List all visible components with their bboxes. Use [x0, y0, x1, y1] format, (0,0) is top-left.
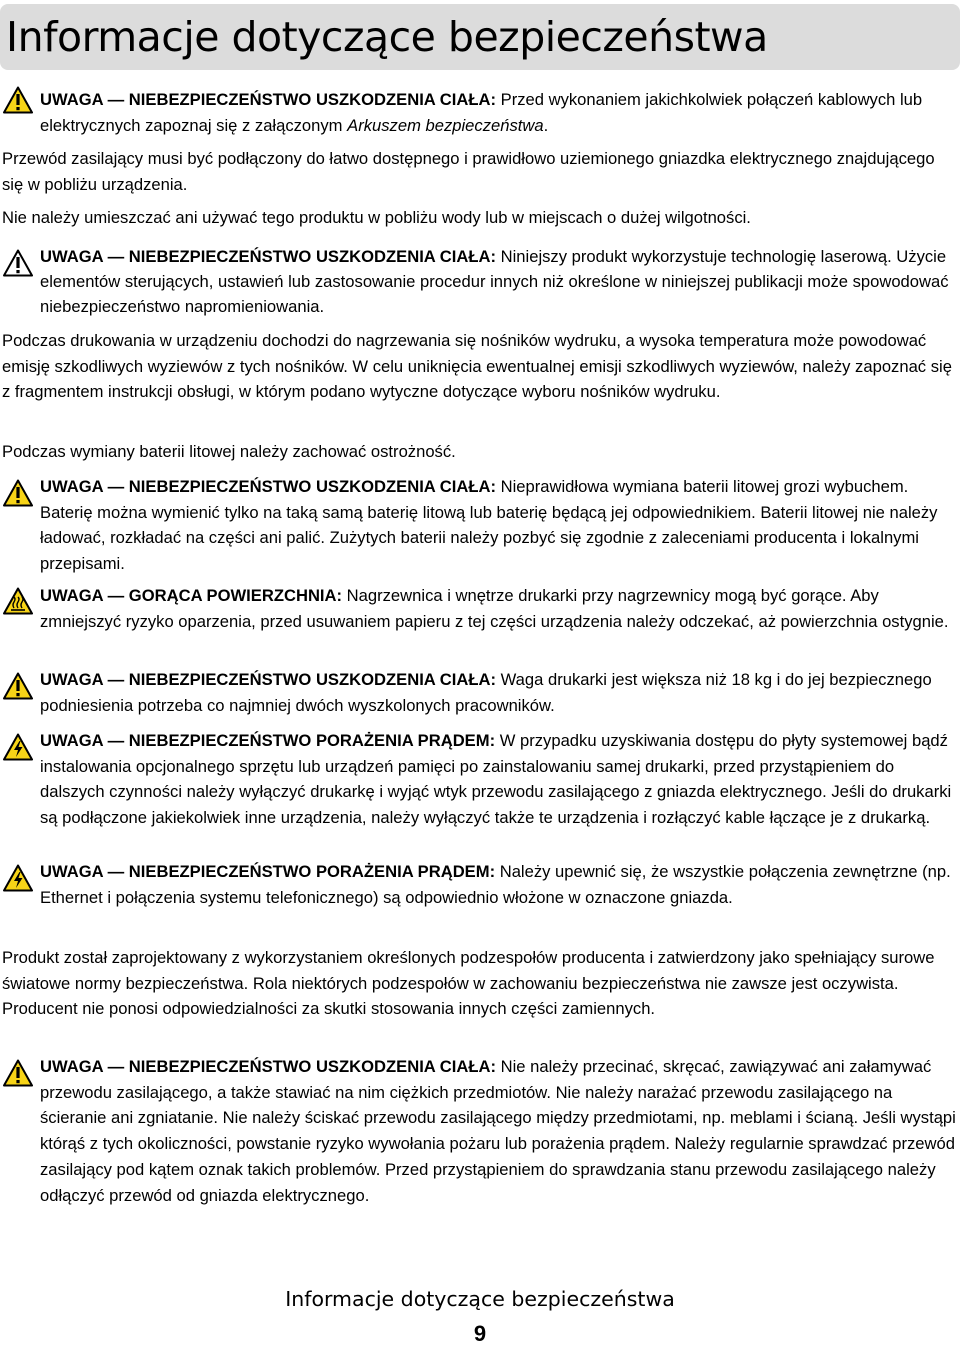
electric-shock-icon: [3, 733, 33, 761]
paragraph-text: Podczas wymiany baterii litowej należy zachować ostrożność.: [2, 442, 456, 461]
warning-label: UWAGA — NIEBEZPIECZEŃSTWO USZKODZENIA CIAŁA:: [40, 1057, 497, 1076]
warning-text: Waga drukarki jest większa niż 18 kg i do jej bezpiecznego podniesienia potrzeba co najmniej dwóch wyszkolonych pracowników.: [40, 670, 932, 715]
warning-icon: [3, 86, 33, 114]
title-bar: [0, 4, 960, 70]
page-title: Informacje dotyczące bezpieczeństwa: [6, 13, 768, 61]
warning-block: [40, 583, 957, 634]
warning-block: [40, 244, 957, 320]
warning-label: UWAGA — NIEBEZPIECZEŃSTWO USZKODZENIA CIAŁA:: [40, 90, 497, 109]
warning-block: [40, 1054, 957, 1208]
paragraph-text: Przewód zasilający musi być podłączony do łatwo dostępnego i prawidłowo uziemionego gniazdka elektrycznego znajdującego się w pobliżu urządzenia.: [2, 149, 935, 194]
footer-title: Informacje dotyczące bezpieczeństwa: [285, 1287, 675, 1311]
paragraph: [2, 945, 957, 1022]
warning-text: Nie należy przecinać, skręcać, zawiązywać ani załamywać przewodu zasilającego, a także stawiać na nim ciężkich przedmiotów. Nie należy narażać przewodu zasilającego na ścieranie ani zgniatanie. Nie należy ściskać przewodu zasilającego między przedmiotami, np. meblami i ścianą. Jeśli wystąpi którąś z tych okoliczności, powstanie ryzyko wywołania pożaru lub porażenia prądem. Należy regularnie sprawdzać przewód zasilający pod kątem oznak takich problemów. Przed przystąpieniem do sprawdzania stanu przewodu zasilającego należy odłączyć przewód od gniazda elektrycznego.: [40, 1057, 956, 1205]
paragraph: [2, 439, 957, 465]
warning-icon: [3, 672, 33, 700]
warning-block: [40, 859, 957, 910]
paragraph: [2, 146, 957, 197]
paragraph-text: Produkt został zaprojektowany z wykorzystaniem określonych podzespołów producenta i zatwierdzony jako spełniający surowe światowe normy bezpieczeństwa. Rola niektórych podzespołów w zachowaniu bezpieczeństwa nie zawsze jest oczywista. Producent nie ponosi odpowiedzialności za skutki stosowania innych części zamiennych.: [2, 948, 935, 1019]
warning-text: W przypadku uzyskiwania dostępu do płyty systemowej bądź instalowania opcjonalnego sprzętu lub urządzeń pamięci po zainstalowaniu samej drukarki, przed przystąpieniem do dalszych czynności należy wyłączyć drukarkę i wyjąć wtyk przewodu zasilającego z gniazda elektrycznego. Jeśli do drukarki są podłączone jakiekolwiek inne urządzenia, należy wyłączyć także te urządzenia i rozłączyć kable łączące je z drukarką.: [40, 731, 952, 828]
paragraph: [2, 205, 957, 231]
warning-label: UWAGA — NIEBEZPIECZEŃSTWO USZKODZENIA CIAŁA:: [40, 477, 497, 496]
warning-text: Należy upewnić się, że wszystkie połączenia zewnętrzne (np. Ethernet i połączenia systemu telefonicznego) są odpowiednio włożone w oznaczone gniazda.: [40, 862, 951, 907]
warning-text: Przed wykonaniem jakichkolwiek połączeń kablowych lub elektrycznych zapoznaj się z załączonym: [40, 90, 923, 135]
warning-block: [40, 474, 957, 577]
warning-tail: .: [543, 115, 549, 135]
warning-block: [40, 667, 957, 718]
warning-text: Niniejszy produkt wykorzystuje technologię laserową. Użycie elementów sterujących, ustawień lub zastosowanie procedur innych niż określone w niniejszej publikacji może spowodować niebezpieczeństwo napromieniowania.: [40, 247, 949, 317]
warning-block: [40, 87, 957, 138]
paragraph: [2, 328, 957, 405]
warning-text: Nagrzewnica i wnętrze drukarki przy nagrzewnicy mogą być gorące. Aby zmniejszyć ryzyko oparzenia, przed usuwaniem papieru z tej części urządzenia należy odczekać, aż powierzchnia ostygnie.: [40, 586, 949, 631]
page-number: 9: [473, 1321, 487, 1346]
warning-icon: [3, 479, 33, 507]
warning-icon: [3, 1059, 33, 1087]
warning-label: UWAGA — NIEBEZPIECZEŃSTWO PORAŻENIA PRĄDEM:: [40, 731, 496, 750]
warning-text: Nieprawidłowa wymiana baterii litowej grozi wybuchem. Baterię można wymienić tylko na taką samą baterię litową lub baterię będącą jej odpowiednikiem. Baterii litowej nie należy ładować, rozkładać na części ani palić. Zużytych baterii należy pozbyć się zgodnie z zaleceniami producenta i lokalnymi przepisami.: [40, 477, 938, 574]
warning-emphasis: Arkuszem bezpieczeństwa: [347, 115, 544, 135]
warning-block: [40, 728, 957, 831]
warning-label: UWAGA — NIEBEZPIECZEŃSTWO PORAŻENIA PRĄDEM:: [40, 862, 496, 881]
warning-label: UWAGA — NIEBEZPIECZEŃSTWO USZKODZENIA CIAŁA:: [40, 670, 497, 689]
electric-shock-icon: [3, 864, 33, 892]
warning-label: UWAGA — NIEBEZPIECZEŃSTWO USZKODZENIA CIAŁA:: [40, 247, 497, 266]
warning-icon: [3, 249, 33, 277]
paragraph-text: Podczas drukowania w urządzeniu dochodzi do nagrzewania się nośników wydruku, a wysoka temperatura może powodować emisję szkodliwych wyziewów z tych nośników. W celu uniknięcia ewentualnej emisji szkodliwych wyziewów, należy zapoznać się z fragmentem instrukcji obsługi, w którym podano wytyczne dotyczące wyboru nośników wydruku.: [2, 331, 952, 402]
warning-label: UWAGA — GORĄCA POWIERZCHNIA:: [40, 586, 343, 605]
paragraph-text: Nie należy umieszczać ani używać tego produktu w pobliżu wody lub w miejscach o dużej wilgotności.: [2, 208, 751, 227]
hot-surface-icon: [3, 587, 33, 615]
